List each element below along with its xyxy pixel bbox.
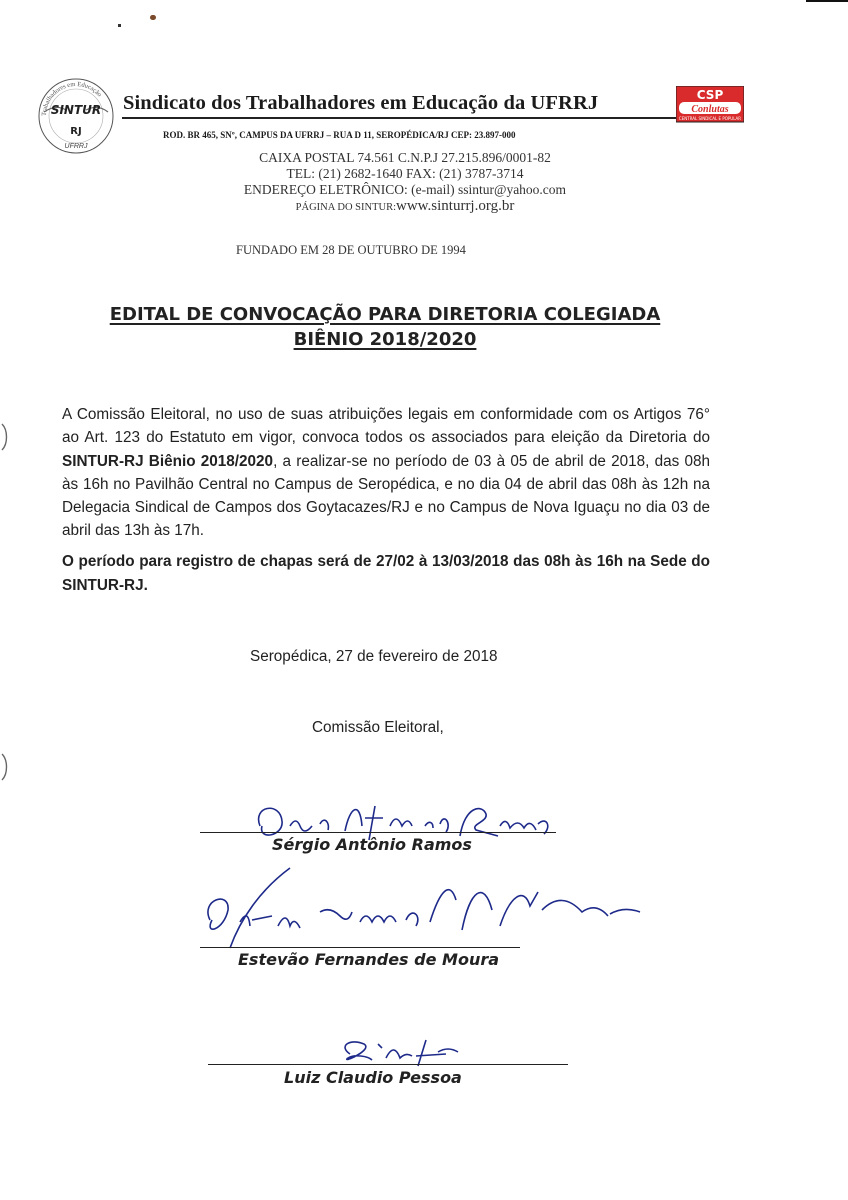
paragraph-text: , a realizar-se no período de 03 à 05 de abril de 2018, das 08h às 16h no Pavilhão Central no Campus de Seropédica, e no dia 04 de abril das 08h às 12h na Delegacia Sindical de Campos dos Goytacazes/RJ e no Campus de Nova Iguaçu no dia 03 de abril das 13h às 17h. [62, 452, 710, 540]
signature-line [200, 832, 556, 833]
title-line-1: EDITAL DE CONVOCAÇÃO PARA DIRETORIA COLEGIADA [109, 304, 661, 325]
title-line-2: BIÊNIO 2018/2020 [293, 329, 477, 350]
union-name: Sindicato dos Trabalhadores em Educação da UFRRJ [123, 92, 599, 114]
signature-name: Luiz Claudio Pessoa [284, 1068, 462, 1087]
contact-line [205, 198, 605, 216]
convocation-paragraph [62, 403, 710, 543]
website-link: www.sinturrj.org.br [396, 198, 515, 214]
contact-line: ENDEREÇO ELETRÔNICO: (e-mail) ssintur@yahoo.com [243, 182, 567, 197]
registration-paragraph: O período para registro de chapas será de 27/02 à 13/03/2018 das 08h às 16h na Sede do SINTUR-RJ. [62, 553, 710, 594]
letterhead-rule [122, 117, 677, 119]
founded-date: FUNDADO EM 28 DE OUTUBRO DE 1994 [236, 243, 466, 257]
contact-block [205, 150, 605, 216]
signature-name: Estevão Fernandes de Moura [238, 950, 500, 969]
csp-bottom: CENTRAL SINDICAL E POPULAR [678, 116, 742, 121]
dateline: Seropédica, 27 de fevereiro de 2018 [250, 648, 498, 665]
scan-edge-mark [806, 0, 848, 2]
contact-line: TEL: (21) 2682-1640 FAX: (21) 3787-3714 [286, 166, 524, 181]
csp-middle: Conlutas [691, 104, 729, 115]
commission-label: Comissão Eleitoral, [312, 719, 444, 736]
csp-conlutas-logo [676, 86, 744, 126]
document-title [60, 302, 710, 352]
signature-line [200, 947, 520, 948]
paragraph-text: A Comissão Eleitoral, no uso de suas atribuições legais em conformidade com os Artigos 76° ao Art. 123 do Estatuto em vigor, convoca todos os associados para eleição da Diretoria do [62, 406, 710, 447]
csp-top: CSP [696, 88, 724, 102]
address: ROD. BR 465, SNº, CAMPUS DA UFRRJ – RUA D 11, SEROPÉDICA/RJ CEP: 23.897-000 [163, 130, 516, 140]
scan-speck [118, 24, 121, 27]
logo-bottom: UFRRJ [64, 143, 88, 150]
sintur-logo [36, 76, 116, 156]
logo-ring-text: Trabalhadores em Educação [40, 80, 103, 117]
signature-name: Sérgio Antônio Ramos [272, 835, 472, 854]
logo-name: SINTUR [50, 103, 102, 117]
website-label: PÁGINA DO SINTUR: [295, 202, 396, 213]
paragraph-bold: SINTUR-RJ Biênio 2018/2020 [62, 452, 274, 470]
scan-edge-mark [0, 752, 12, 782]
signature-line [208, 1064, 568, 1065]
signature-scribble [200, 860, 660, 950]
logo-sub: RJ [70, 126, 82, 137]
scan-edge-mark [0, 422, 12, 452]
contact-line: CAIXA POSTAL 74.561 C.N.P.J 27.215.896/0001-82 [259, 150, 551, 165]
scan-speck [150, 15, 156, 20]
